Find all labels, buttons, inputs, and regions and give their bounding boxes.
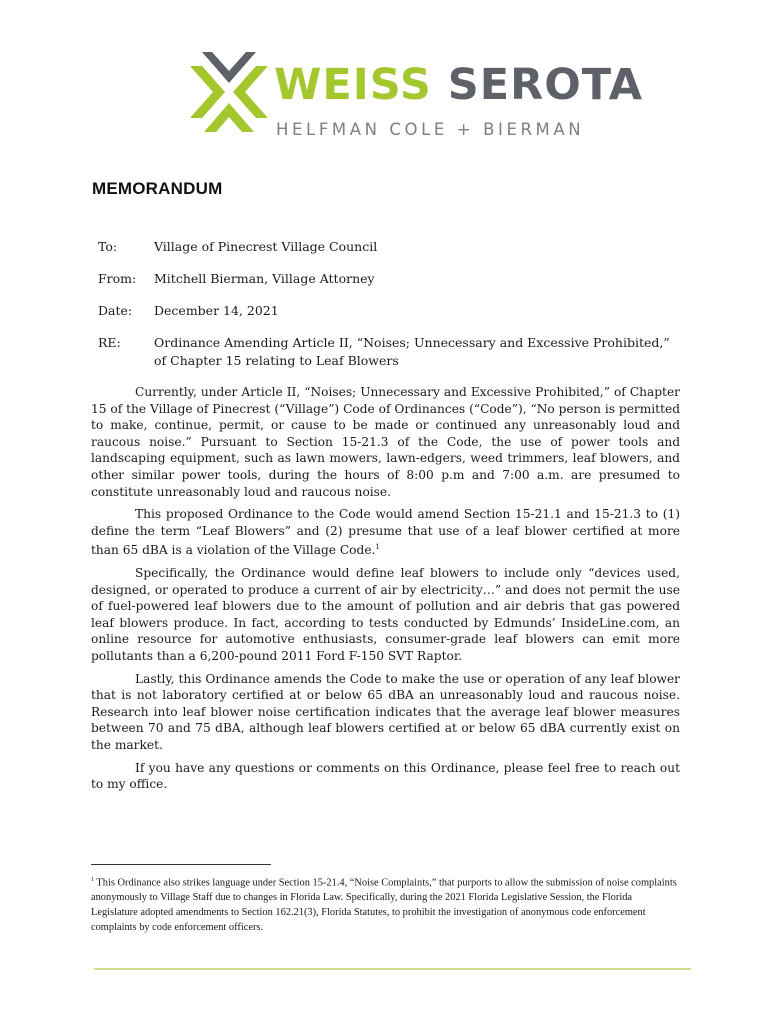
date-value: December 14, 2021 bbox=[154, 303, 279, 318]
footnote bbox=[91, 873, 680, 935]
body-paragraph-5: If you have any questions or comments on this Ordinance, please feel free to reach out to my office. bbox=[91, 760, 680, 792]
memo-title: MEMORANDUM bbox=[92, 179, 223, 198]
memo-body bbox=[91, 384, 680, 799]
body-paragraph-2-text: This proposed Ordinance to the Code would amend Section 15-21.1 and 15-21.3 to (1) define the term “Leaf Blowers” and (2) presume that use of a leaf blower certified at more than 65 dBA is a violation of the Village Code. bbox=[91, 507, 680, 558]
date-label: Date: bbox=[98, 303, 133, 318]
footnote-reference[interactable]: 1 bbox=[375, 543, 380, 552]
footnote-divider bbox=[91, 864, 271, 865]
body-paragraph-4: Lastly, this Ordinance amends the Code to make the use or operation of any leaf blower that is not laboratory certified at or below 65 dBA an unreasonably loud and raucous noise. Research into leaf blower noise certification indicates that the average leaf blower measures between 70 and 75 dBA, although leaf blowers certified at or below 65 dBA currently exist on the market. bbox=[91, 671, 680, 752]
body-paragraph-3: Specifically, the Ordinance would define leaf blowers to include only “devices used, designed, or operated to produce a current of air by electricity…” and does not permit the use of fuel-powered leaf blowers due to the amount of pollution and air debris that gas powered leaf blowers produce. In fact, according to tests conducted by Edmunds’ InsideLine.com, an online resource for automotive enthusiasts, consumer-grade leaf blowers can emit more pollutants than a 6,200-pound 2011 Ford F-150 SVT Raptor. bbox=[91, 566, 680, 663]
logo-name-first: WEISS bbox=[274, 60, 432, 110]
firm-logo bbox=[190, 50, 644, 140]
logo-chevron-mark-icon bbox=[190, 52, 268, 132]
re-label: RE: bbox=[98, 335, 121, 350]
to-value: Village of Pinecrest Village Council bbox=[154, 239, 378, 254]
from-value: Mitchell Bierman, Village Attorney bbox=[154, 271, 375, 286]
to-label: To: bbox=[98, 239, 118, 254]
body-paragraph-2 bbox=[91, 506, 680, 559]
from-label: From: bbox=[98, 271, 137, 286]
logo-name-second: SEROTA bbox=[447, 60, 644, 110]
logo-subtitle: HELFMAN COLE + BIERMAN bbox=[276, 120, 585, 139]
logo-firm-name bbox=[274, 60, 644, 110]
footnote-text: This Ordinance also strikes language under Section 15-21.4, “Noise Complaints,” that purports to allow the submission of noise complaints anonymously to Village Staff due to changes in Florida Law. Specifically, during the 2021 Florida Legislative Session, the Florida Legislature adopted amendments to Section 162.21(3), Florida Statutes, to prohibit the investigation of anonymous code enforcement complaints by code enforcement officers. bbox=[91, 877, 677, 934]
page-bottom-rule bbox=[94, 968, 691, 970]
body-paragraph-1: Currently, under Article II, “Noises; Unnecessary and Excessive Prohibited,” of Chapter 15 of the Village of Pinecrest (“Village”) Code of Ordinances (“Code”), “No person is permitted to make, continue, permit, or cause to be made or continued any unreasonably loud and raucous noise.” Pursuant to Section 15-21.3 of the Code, the use of power tools and landscaping equipment, such as lawn mowers, lawn-edgers, weed trimmers, leaf blowers, and other similar power tools, during the hours of 8:00 p.m and 7:00 a.m. are presumed to constitute unreasonably loud and raucous noise. bbox=[91, 385, 680, 499]
re-value-line1: Ordinance Amending Article II, “Noises; Unnecessary and Excessive Prohibited,” bbox=[154, 335, 670, 350]
re-value-line2: of Chapter 15 relating to Leaf Blowers bbox=[154, 353, 399, 368]
footnote-marker: 1 bbox=[91, 877, 94, 883]
